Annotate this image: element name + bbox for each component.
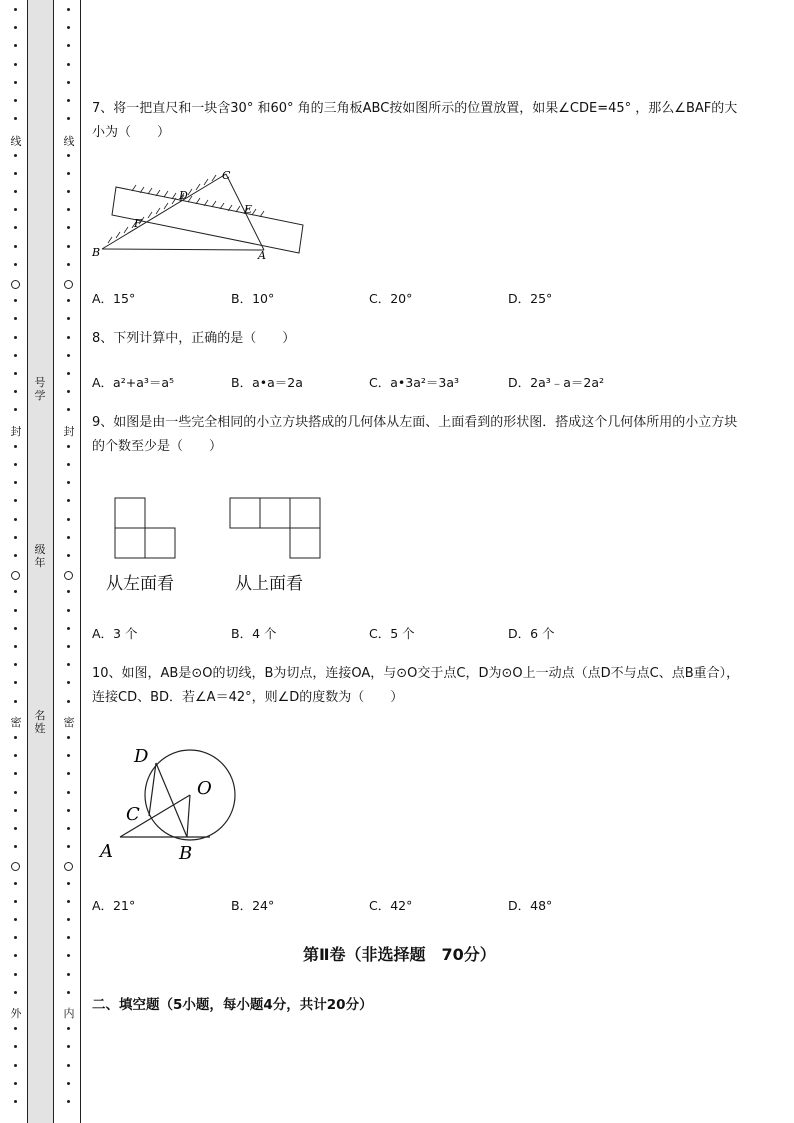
binding-dot bbox=[67, 390, 70, 393]
outer-hole bbox=[11, 862, 20, 871]
binding-dot bbox=[14, 63, 17, 66]
binding-margin bbox=[0, 0, 84, 1123]
outer-mark-wai: 外 bbox=[10, 1007, 22, 1020]
binding-dot bbox=[67, 26, 70, 29]
binding-dot bbox=[67, 663, 70, 666]
outer-mark-feng: 封 bbox=[10, 425, 22, 438]
question-7-figure bbox=[92, 165, 307, 265]
binding-dot bbox=[14, 336, 17, 339]
binding-dot bbox=[14, 44, 17, 47]
question-10-figure bbox=[97, 740, 247, 865]
option-b[interactable]: B．4 个 bbox=[231, 626, 277, 641]
outer-mark-mi: 密 bbox=[10, 716, 22, 729]
binding-line bbox=[80, 0, 81, 1123]
binding-dot bbox=[14, 663, 17, 666]
student-number-label: 号学 bbox=[34, 376, 46, 402]
binding-dot bbox=[67, 499, 70, 502]
option-c[interactable]: C．5 个 bbox=[369, 626, 415, 641]
inner-hole bbox=[64, 571, 73, 580]
binding-dot bbox=[67, 973, 70, 976]
binding-dot bbox=[14, 26, 17, 29]
binding-dot bbox=[14, 554, 17, 557]
binding-dot bbox=[14, 263, 17, 266]
binding-dot bbox=[14, 954, 17, 957]
inner-dotted-line bbox=[64, 0, 74, 1123]
binding-dot bbox=[14, 408, 17, 411]
label-D: D bbox=[134, 746, 149, 767]
binding-dot bbox=[67, 845, 70, 848]
binding-dot bbox=[67, 190, 70, 193]
inner-hole bbox=[64, 862, 73, 871]
binding-dot bbox=[67, 8, 70, 11]
label-C: C bbox=[222, 169, 231, 182]
binding-dot bbox=[14, 117, 17, 120]
option-a[interactable]: A．21° bbox=[92, 898, 136, 913]
question-10-text: 10、如图，AB是⊙O的切线，B为切点，连接OA，与⊙O交于点C，D为⊙O上一动点（点D不与点C、点B重合），连接CD、BD．若∠A＝42°，则∠D的度数为（ ） bbox=[92, 666, 740, 705]
binding-dot bbox=[14, 754, 17, 757]
binding-dot bbox=[14, 1082, 17, 1085]
binding-dot bbox=[14, 463, 17, 466]
binding-dot bbox=[67, 1100, 70, 1103]
option-d[interactable]: D．2a³﹣a＝2a² bbox=[508, 375, 605, 390]
binding-dot bbox=[14, 936, 17, 939]
binding-dot bbox=[67, 245, 70, 248]
binding-dot bbox=[67, 645, 70, 648]
binding-dot bbox=[67, 754, 70, 757]
question-9-text: 9、如图是由一些完全相同的小立方块搭成的几何体从左面、上面看到的形状图．搭成这个几何体所用的小立方块的个数至少是（ ） bbox=[92, 415, 738, 454]
binding-dot bbox=[67, 463, 70, 466]
binding-dot bbox=[67, 354, 70, 357]
binding-dot bbox=[67, 226, 70, 229]
binding-dot bbox=[67, 918, 70, 921]
binding-dot bbox=[67, 518, 70, 521]
binding-dot bbox=[67, 408, 70, 411]
binding-dot bbox=[67, 681, 70, 684]
section-2-heading: 二、填空题（5小题，每小题4分，共计20分） bbox=[92, 997, 373, 1013]
binding-dot bbox=[14, 354, 17, 357]
inner-mark-nei: 内 bbox=[63, 1007, 75, 1020]
binding-dot bbox=[67, 554, 70, 557]
binding-dot bbox=[14, 190, 17, 193]
binding-dot bbox=[14, 172, 17, 175]
binding-dot bbox=[67, 299, 70, 302]
binding-dot bbox=[14, 845, 17, 848]
binding-dot bbox=[14, 299, 17, 302]
question-7-text: 7、将一把直尺和一块含30° 和60° 角的三角板ABC按如图所示的位置放置，如果∠CDE=45° ，那么∠BAF的大小为（ ） bbox=[92, 101, 738, 140]
inner-mark-feng: 封 bbox=[63, 425, 75, 438]
binding-dot bbox=[67, 372, 70, 375]
binding-dot bbox=[14, 627, 17, 630]
binding-dot bbox=[14, 590, 17, 593]
binding-dot bbox=[14, 208, 17, 211]
name-label: 名姓 bbox=[34, 709, 46, 735]
binding-dot bbox=[67, 99, 70, 102]
option-b[interactable]: B．24° bbox=[231, 898, 275, 913]
option-a[interactable]: A．15° bbox=[92, 291, 136, 306]
binding-dot bbox=[14, 736, 17, 739]
binding-dot bbox=[67, 936, 70, 939]
inner-mark-mi: 密 bbox=[63, 716, 75, 729]
label-A: A bbox=[100, 841, 113, 862]
option-d[interactable]: D．25° bbox=[508, 291, 553, 306]
binding-dot bbox=[67, 772, 70, 775]
option-c[interactable]: C．42° bbox=[369, 898, 413, 913]
label-B: B bbox=[179, 843, 193, 864]
inner-mark-xian: 线 bbox=[63, 135, 75, 148]
label-B: B bbox=[92, 246, 101, 259]
top-view-figure bbox=[227, 495, 327, 565]
outer-hole bbox=[11, 571, 20, 580]
question-10-options bbox=[92, 896, 742, 914]
option-d[interactable]: D．6 个 bbox=[508, 626, 555, 641]
question-9-options bbox=[92, 624, 742, 642]
binding-dot bbox=[67, 536, 70, 539]
binding-dot bbox=[67, 954, 70, 957]
binding-dot bbox=[14, 1027, 17, 1030]
binding-dot bbox=[67, 1027, 70, 1030]
label-A: A bbox=[258, 249, 266, 262]
binding-dot bbox=[14, 245, 17, 248]
binding-dot bbox=[67, 827, 70, 830]
binding-dot bbox=[14, 1045, 17, 1048]
binding-dot bbox=[14, 154, 17, 157]
binding-dot bbox=[14, 99, 17, 102]
binding-dot bbox=[14, 882, 17, 885]
binding-dot bbox=[67, 336, 70, 339]
binding-dot bbox=[67, 481, 70, 484]
question-7-options bbox=[92, 289, 742, 307]
outer-mark-xian: 线 bbox=[10, 135, 22, 148]
label-D: D bbox=[179, 189, 188, 202]
binding-dot bbox=[14, 481, 17, 484]
option-d[interactable]: D．48° bbox=[508, 898, 553, 913]
binding-dot bbox=[14, 445, 17, 448]
binding-dot bbox=[67, 1064, 70, 1067]
binding-dot bbox=[67, 809, 70, 812]
binding-dot bbox=[14, 772, 17, 775]
part-2-title: 第Ⅱ卷（非选择题 70分） bbox=[303, 945, 496, 964]
binding-dot bbox=[14, 918, 17, 921]
inner-hole bbox=[64, 280, 73, 289]
binding-dot bbox=[14, 973, 17, 976]
binding-dot bbox=[14, 226, 17, 229]
question-8-options bbox=[92, 373, 742, 391]
binding-dot bbox=[14, 518, 17, 521]
binding-dot bbox=[14, 791, 17, 794]
left-view-caption: 从左面看 bbox=[106, 574, 174, 594]
option-c[interactable]: C．a•3a²＝3a³ bbox=[369, 375, 460, 390]
binding-dot bbox=[14, 681, 17, 684]
label-F: F bbox=[134, 217, 142, 230]
option-c[interactable]: C．20° bbox=[369, 291, 413, 306]
option-b[interactable]: B．a•a＝2a bbox=[231, 375, 303, 390]
binding-dot bbox=[67, 172, 70, 175]
binding-dot bbox=[67, 81, 70, 84]
binding-dot bbox=[67, 445, 70, 448]
binding-dot bbox=[14, 390, 17, 393]
outer-hole bbox=[11, 280, 20, 289]
binding-dot bbox=[67, 627, 70, 630]
option-a[interactable]: A．3 个 bbox=[92, 626, 138, 641]
binding-dot bbox=[14, 1100, 17, 1103]
binding-dot bbox=[14, 809, 17, 812]
binding-dot bbox=[14, 645, 17, 648]
binding-dot bbox=[14, 536, 17, 539]
label-O: O bbox=[197, 778, 212, 799]
binding-dot bbox=[67, 208, 70, 211]
binding-dot bbox=[67, 117, 70, 120]
binding-dot bbox=[67, 590, 70, 593]
binding-dot bbox=[14, 991, 17, 994]
grade-label: 级年 bbox=[34, 543, 46, 569]
binding-dot bbox=[14, 499, 17, 502]
binding-dot bbox=[14, 8, 17, 11]
binding-dot bbox=[67, 882, 70, 885]
binding-dot bbox=[67, 991, 70, 994]
binding-dot bbox=[67, 1082, 70, 1085]
binding-dot bbox=[14, 1064, 17, 1067]
binding-dot bbox=[14, 317, 17, 320]
binding-dot bbox=[67, 609, 70, 612]
binding-dot bbox=[67, 900, 70, 903]
binding-dot bbox=[14, 81, 17, 84]
binding-dot bbox=[67, 791, 70, 794]
outer-dotted-line bbox=[11, 0, 21, 1123]
binding-dot bbox=[14, 700, 17, 703]
binding-dot bbox=[67, 263, 70, 266]
binding-dot bbox=[67, 700, 70, 703]
question-8-text: 8、下列计算中，正确的是（ ） bbox=[92, 331, 296, 346]
option-b[interactable]: B．10° bbox=[231, 291, 275, 306]
binding-dot bbox=[67, 736, 70, 739]
binding-dot bbox=[67, 1045, 70, 1048]
binding-dot bbox=[67, 63, 70, 66]
binding-dot bbox=[14, 372, 17, 375]
label-C: C bbox=[126, 804, 140, 825]
binding-dot bbox=[67, 154, 70, 157]
binding-dot bbox=[14, 609, 17, 612]
binding-dot bbox=[14, 827, 17, 830]
top-view-caption: 从上面看 bbox=[235, 574, 303, 594]
binding-dot bbox=[67, 317, 70, 320]
label-E: E bbox=[244, 203, 253, 216]
binding-dot bbox=[14, 900, 17, 903]
binding-dot bbox=[67, 44, 70, 47]
option-a[interactable]: A．a²+a³＝a⁵ bbox=[92, 375, 175, 390]
